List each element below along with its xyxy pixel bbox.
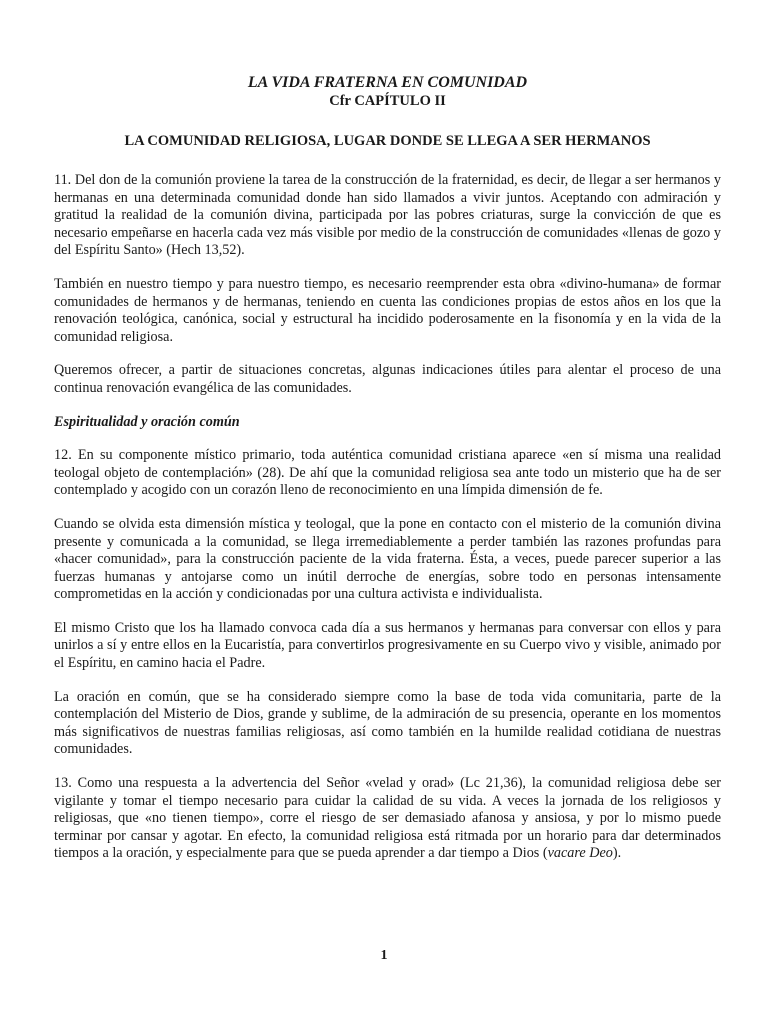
page-number: 1 — [380, 948, 388, 963]
paragraph-12: 12. En su componente místico primario, toda auténtica comunidad cristiana aparece «en sí misma una realidad teologal objeto de contemplación» (28). De ahí que la comunidad religiosa sea ante todo un misterio que ha de ser contemplado y acogido con un corazón lleno de reconocimiento en una límpida dimensión de fe. — [54, 447, 721, 499]
chapter-heading: LA COMUNIDAD RELIGIOSA, LUGAR DONDE SE LLEGA A SER HERMANOS — [124, 133, 651, 149]
paragraph-11: 11. Del don de la comunión proviene la tarea de la construcción de la fraternidad, es decir, de llegar a ser hermanos y hermanas en una determinada comunidad donde han sido llamados a vivir juntos. Aceptando con admiración y gratitud la realidad de la comunión divina, participada por las pobres criaturas, surge la convicción de que es necesario empeñarse en hacerla cada vez más visible por medio de la construcción de comunidades «llenas de gozo y del Espíritu Santo» (Hech 13,52). — [54, 172, 721, 259]
section-heading: Espiritualidad y oración común — [54, 413, 240, 430]
document-subtitle: Cfr CAPÍTULO II — [329, 93, 446, 109]
paragraph-7: La oración en común, que se ha considerado siempre como la base de toda vida comunitaria, parte de la contemplación del Misterio de Dios, grande y sublime, de la admiración de su presencia, operante en los momentos más significativos de nuestras familias religiosas, así como también en la humilde realidad cotidiana de nuestras comunidades. — [54, 688, 721, 758]
paragraph-5: Cuando se olvida esta dimensión mística y teologal, que la pone en contacto con el misterio de la comunión divina presente y comunicada a la comunidad, se llega irremediablemente a perder también las razones profundas para «hacer comunidad», para la construcción paciente de la vida fraterna. Ésta, a veces, puede parecer superior a las fuerzas humanas y antojarse como un inútil derroche de energías, sobre todo en personas intensamente comprometidas en la acción y condicionadas por una cultura activista e individualista. — [54, 515, 721, 603]
paragraph-13-end: ). — [612, 845, 622, 862]
paragraph-13 — [54, 775, 721, 863]
paragraph-13-latin: vacare Deo — [547, 845, 613, 862]
paragraph-6: El mismo Cristo que los ha llamado convoca cada día a sus hermanos y hermanas para conversar con ellos y para unirlos a sí y entre ellos en la Eucaristía, para convertirlos progresivamente en su Cuerpo vivo y visible, animado por el Espíritu, en camino hacia el Padre. — [54, 619, 721, 672]
page-content — [54, 74, 721, 879]
document-title: LA VIDA FRATERNA EN COMUNIDAD — [247, 74, 528, 91]
paragraph-2: También en nuestro tiempo y para nuestro tiempo, es necesario reemprender esta obra «divino-humana» de formar comunidades de hermanos y de hermanas, teniendo en cuenta las condiciones propias de estos años en los que la renovación teológica, canónica, social y estructural ha incidido poderosamente en la fisonomía y en la vida de la comunidad religiosa. — [54, 275, 721, 345]
paragraph-13-text: 13. Como una respuesta a la advertencia del Señor «velad y orad» (Lc 21,36), la comunidad religiosa debe ser vigilante y tomar el tiempo necesario para cuidar la calidad de su vida. A veces la jornada de los religiosos y religiosas, que «no tienen tiempo», corre el riesgo de ser demasiado afanosa y ansiosa, y por lo mismo puede terminar por cansar y agotar. En efecto, la comunidad religiosa está ritmada por un horario para dar determinados tiempos a la oración, y especialmente para que se pueda aprender a dar tiempo a Dios ( — [54, 775, 721, 862]
paragraph-3: Queremos ofrecer, a partir de situaciones concretas, algunas indicaciones útiles para alentar el proceso de una continua renovación evangélica de las comunidades. — [54, 362, 721, 396]
